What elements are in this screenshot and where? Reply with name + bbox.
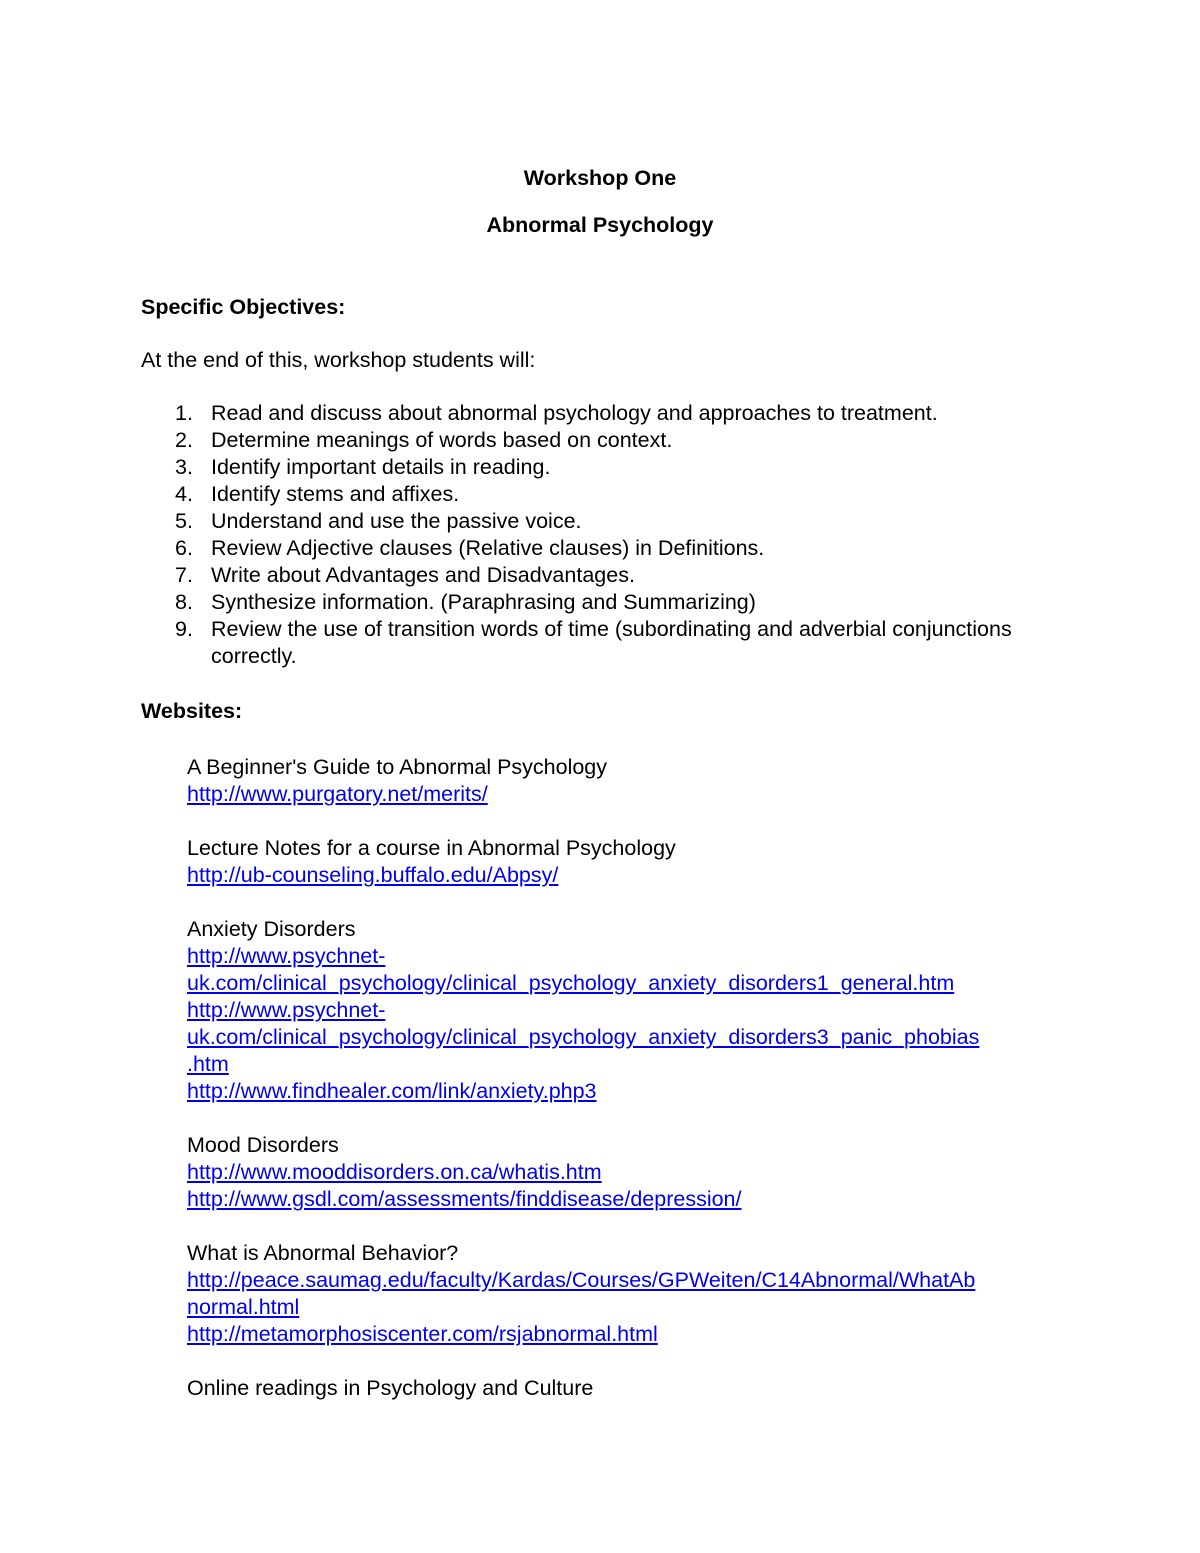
- objective-text: Determine meanings of words based on context.: [211, 428, 673, 452]
- objective-number: 2.: [175, 428, 193, 452]
- document-subtitle: Abnormal Psychology: [486, 213, 714, 237]
- site-group: [187, 835, 1067, 889]
- objectives-intro: At the end of this, workshop students will:: [141, 348, 536, 372]
- site-link[interactable]: [187, 1321, 1067, 1348]
- websites-list: [187, 754, 1067, 1429]
- site-link-line: uk.com/clinical_psychology/clinical_psychology_anxiety_disorders1_general.htm: [187, 971, 955, 995]
- objectives-list: [141, 400, 1061, 670]
- site-link-line: http://www.gsdl.com/assessments/finddisease/depression/: [187, 1187, 742, 1211]
- objective-number: 1.: [175, 401, 193, 425]
- objective-text: Identify stems and affixes.: [211, 482, 460, 506]
- site-link[interactable]: [187, 1186, 1067, 1213]
- site-link[interactable]: [187, 1267, 1067, 1321]
- objective-item: [141, 454, 1061, 481]
- objective-text: Read and discuss about abnormal psychology and approaches to treatment.: [211, 401, 938, 425]
- site-link-line: http://ub-counseling.buffalo.edu/Abpsy/: [187, 863, 559, 887]
- site-link-line: http://www.mooddisorders.on.ca/whatis.htm: [187, 1160, 602, 1184]
- site-link[interactable]: [187, 1159, 1067, 1186]
- objective-text: Review Adjective clauses (Relative clauses) in Definitions.: [211, 536, 765, 560]
- site-link-line: http://www.purgatory.net/merits/: [187, 782, 488, 806]
- site-link[interactable]: [187, 943, 1067, 997]
- site-group-label: Mood Disorders: [187, 1133, 339, 1157]
- objectives-heading: Specific Objectives:: [141, 295, 346, 319]
- site-group-label: Lecture Notes for a course in Abnormal Psychology: [187, 836, 676, 860]
- site-link-line: .htm: [187, 1052, 229, 1076]
- objective-item: [141, 589, 1061, 616]
- objective-item: [141, 481, 1061, 508]
- objective-text: Understand and use the passive voice.: [211, 509, 582, 533]
- objective-item: [141, 508, 1061, 535]
- site-link[interactable]: [187, 781, 1067, 808]
- objective-item: [141, 535, 1061, 562]
- objective-item: [141, 400, 1061, 427]
- site-link[interactable]: [187, 1078, 1067, 1105]
- site-link-line: http://metamorphosiscenter.com/rsjabnormal.html: [187, 1322, 658, 1346]
- site-link[interactable]: [187, 997, 1067, 1078]
- objective-text: Write about Advantages and Disadvantages.: [211, 563, 635, 587]
- site-link[interactable]: [187, 862, 1067, 889]
- site-group-label: Online readings in Psychology and Culture: [187, 1376, 594, 1400]
- site-group-label: Anxiety Disorders: [187, 917, 356, 941]
- objective-number: 4.: [175, 482, 193, 506]
- objective-text: Identify important details in reading.: [211, 455, 551, 479]
- objective-number: 3.: [175, 455, 193, 479]
- objective-number: 7.: [175, 563, 193, 587]
- objective-number: 6.: [175, 536, 193, 560]
- site-group: [187, 916, 1067, 1105]
- site-link-line: normal.html: [187, 1295, 300, 1319]
- site-group: [187, 1375, 1067, 1402]
- site-group-label: What is Abnormal Behavior?: [187, 1241, 459, 1265]
- site-link-line: http://www.psychnet-: [187, 998, 386, 1022]
- objective-text: Review the use of transition words of time (subordinating and adverbial conjunctions correctly.: [211, 617, 1012, 668]
- document-title: Workshop One: [523, 166, 677, 190]
- objective-item: [141, 562, 1061, 589]
- site-group: [187, 754, 1067, 808]
- objective-number: 8.: [175, 590, 193, 614]
- site-group-label: A Beginner's Guide to Abnormal Psychology: [187, 755, 608, 779]
- site-group: [187, 1132, 1067, 1213]
- objective-number: 5.: [175, 509, 193, 533]
- objective-item: [141, 616, 1061, 670]
- websites-heading: Websites:: [141, 699, 243, 723]
- site-link-line: http://www.psychnet-: [187, 944, 386, 968]
- site-link-line: http://www.findhealer.com/link/anxiety.php3: [187, 1079, 597, 1103]
- site-group: [187, 1240, 1067, 1348]
- site-link-line: uk.com/clinical_psychology/clinical_psychology_anxiety_disorders3_panic_phobias: [187, 1025, 980, 1049]
- objective-text: Synthesize information. (Paraphrasing and Summarizing): [211, 590, 756, 614]
- site-link-line: http://peace.saumag.edu/faculty/Kardas/Courses/GPWeiten/C14Abnormal/WhatAb: [187, 1268, 976, 1292]
- objective-number: 9.: [175, 617, 193, 641]
- objective-item: [141, 427, 1061, 454]
